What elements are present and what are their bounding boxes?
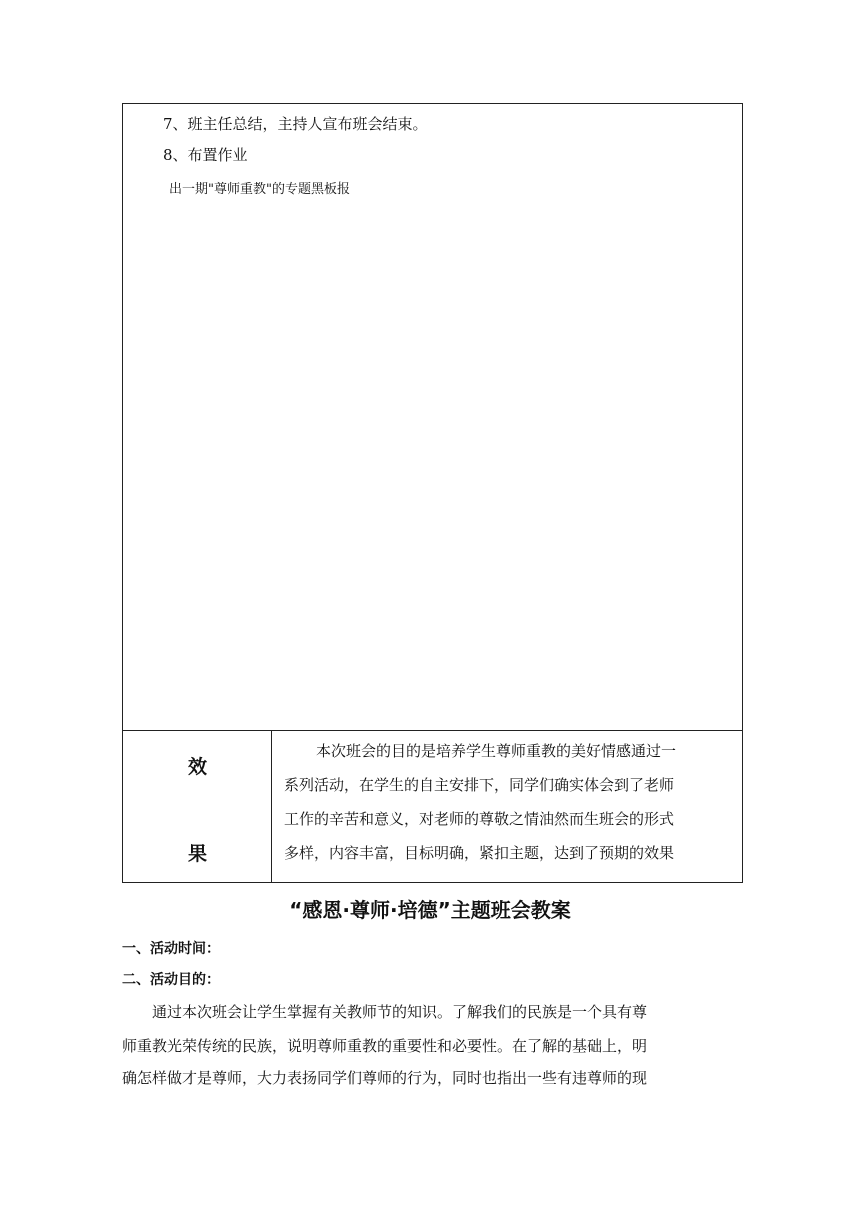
effect-row <box>123 731 742 882</box>
effect-line: 多样，内容丰富，目标明确，紧扣主题，达到了预期的效果 <box>284 844 675 862</box>
lesson-table <box>122 103 743 883</box>
effect-label-bottom: 果 <box>187 843 207 865</box>
effect-content-cell <box>272 731 742 882</box>
effect-line: 系列活动，在学生的自主安排下，同学们确实体会到了老师 <box>284 776 675 794</box>
purpose-paragraph-line: 确怎样做才是尊师，大力表扬同学们尊师的行为，同时也指出一些有违尊师的现 <box>122 1069 648 1087</box>
effect-label-top: 效 <box>187 756 207 778</box>
effect-label-cell <box>123 731 272 882</box>
effect-line: 本次班会的目的是培养学生尊师重教的美好情感通过一 <box>316 742 677 760</box>
purpose-paragraph-line: 师重教光荣传统的民族，说明尊师重教的重要性和必要性。在了解的基础上，明 <box>122 1037 648 1055</box>
homework-text: 出一期"尊师重教"的专题黑板报 <box>169 182 350 197</box>
step-7-text: 7、班主任总结，主持人宣布班会结束。 <box>163 115 428 133</box>
section-heading-time: 一、活动时间： <box>122 941 220 957</box>
effect-line: 工作的辛苦和意义，对老师的尊敬之情油然而生班会的形式 <box>284 810 675 828</box>
procedure-cell <box>123 104 742 731</box>
section-heading-purpose: 二、活动目的： <box>122 972 220 988</box>
lesson-plan-title: “感恩·尊师·培德”主题班会教案 <box>289 898 571 922</box>
step-8-text: 8、布置作业 <box>163 146 248 164</box>
purpose-paragraph-line: 通过本次班会让学生掌握有关教师节的知识。了解我们的民族是一个具有尊 <box>152 1003 648 1021</box>
